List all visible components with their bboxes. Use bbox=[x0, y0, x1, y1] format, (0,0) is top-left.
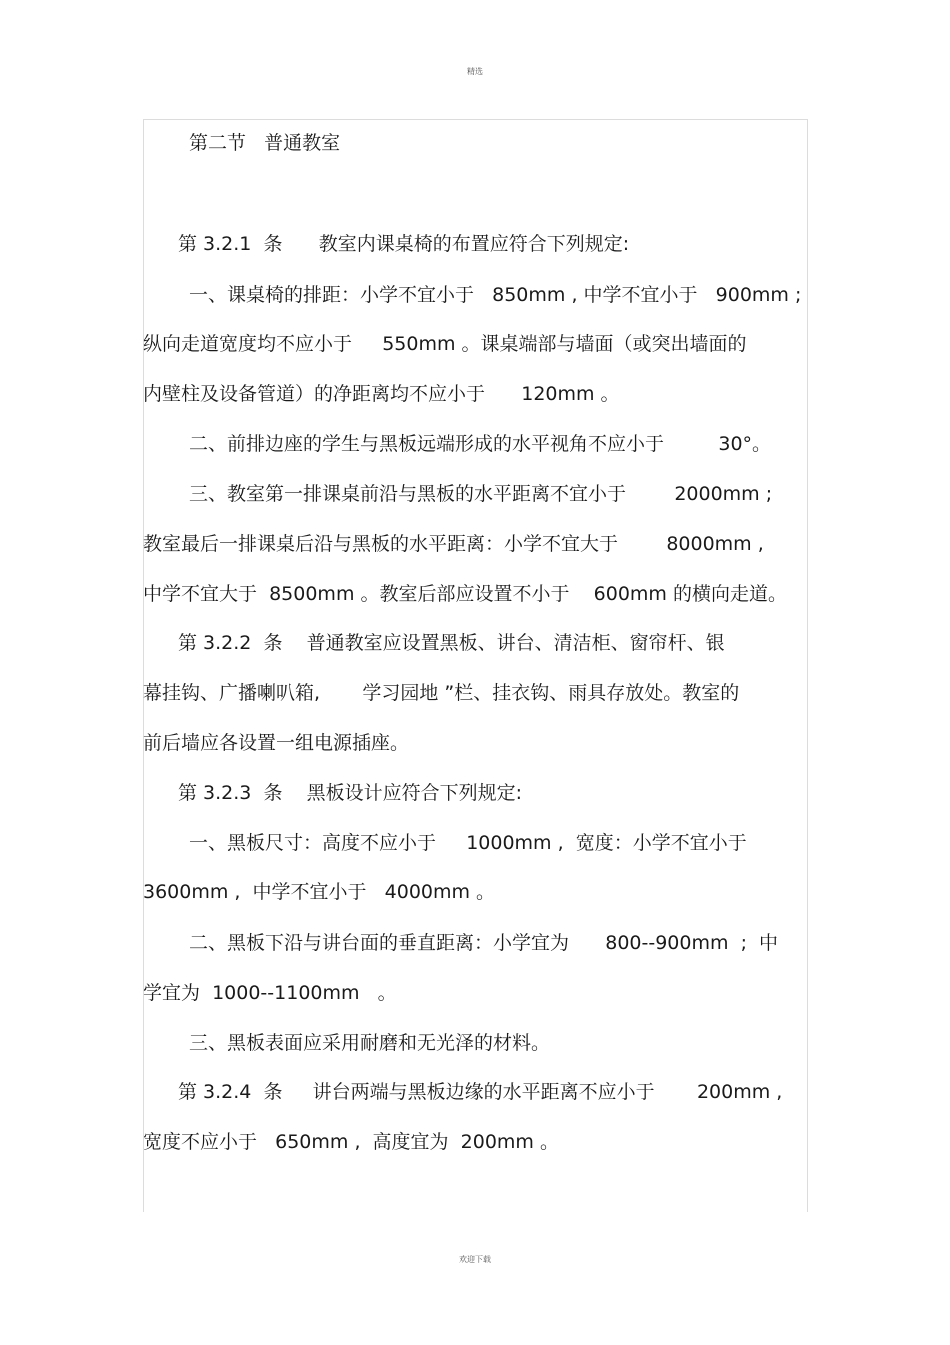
clause-3-2-2-heading: 第 3.2.2 条 普通教室应设置黑板、讲台、清洁柜、窗帘杆、银 bbox=[178, 632, 725, 654]
header-watermark: 精选 bbox=[467, 67, 483, 76]
page-frame-right-border bbox=[807, 119, 808, 1212]
clause-3-2-3-item-2: 二、黑板下沿与讲台面的垂直距离：小学宜为 800--900mm ; 中 bbox=[189, 932, 779, 954]
clause-3-2-1-item-3-cont-2: 中学不宜大于 8500mm 。教室后部应设置不小于 600mm 的横向走道。 bbox=[143, 583, 787, 605]
clause-3-2-4-cont: 宽度不应小于 650mm , 高度宜为 200mm 。 bbox=[143, 1131, 559, 1153]
clause-3-2-1-item-2: 二、前排边座的学生与黑板远端形成的水平视角不应小于 30°。 bbox=[189, 433, 772, 455]
clause-3-2-1-heading: 第 3.2.1 条 教室内课桌椅的布置应符合下列规定: bbox=[178, 233, 630, 255]
clause-3-2-3-item-3: 三、黑板表面应采用耐磨和无光泽的材料。 bbox=[189, 1032, 551, 1054]
clause-3-2-3-item-1: 一、黑板尺寸：高度不应小于 1000mm , 宽度：小学不宜小于 bbox=[189, 832, 747, 854]
clause-3-2-2-cont-1: 幕挂钩、广播喇叭箱, 学习园地 ”栏、挂衣钩、雨具存放处。教室的 bbox=[143, 682, 740, 704]
clause-3-2-1-item-1-cont-2: 内壁柱及设备管道）的净距离均不应小于 120mm 。 bbox=[143, 383, 620, 405]
page-frame-left-border bbox=[143, 119, 144, 1212]
clause-3-2-3-item-2-cont: 学宜为 1000--1100mm 。 bbox=[143, 982, 397, 1004]
page-frame-top-border bbox=[143, 119, 808, 120]
clause-3-2-1-item-3: 三、教室第一排课桌前沿与黑板的水平距离不宜小于 2000mm ; bbox=[189, 483, 773, 505]
clause-3-2-3-heading: 第 3.2.3 条 黑板设计应符合下列规定: bbox=[178, 782, 523, 804]
section-title: 第二节 普通教室 bbox=[189, 132, 341, 154]
clause-3-2-1-item-3-cont-1: 教室最后一排课桌后沿与黑板的水平距离：小学不宜大于 8000mm , bbox=[143, 533, 764, 555]
clause-3-2-2-cont-2: 前后墙应各设置一组电源插座。 bbox=[143, 732, 410, 754]
clause-3-2-4-heading: 第 3.2.4 条 讲台两端与黑板边缘的水平距离不应小于 200mm , bbox=[178, 1081, 783, 1103]
clause-3-2-3-item-1-cont: 3600mm , 中学不宜小于 4000mm 。 bbox=[143, 881, 496, 903]
footer-watermark: 欢迎下载 bbox=[459, 1255, 491, 1264]
clause-3-2-1-item-1-cont-1: 纵向走道宽度均不应小于 550mm 。课桌端部与墙面（或突出墙面的 bbox=[143, 333, 747, 355]
clause-3-2-1-item-1: 一、课桌椅的排距：小学不宜小于 850mm , 中学不宜小于 900mm ; bbox=[189, 284, 802, 306]
